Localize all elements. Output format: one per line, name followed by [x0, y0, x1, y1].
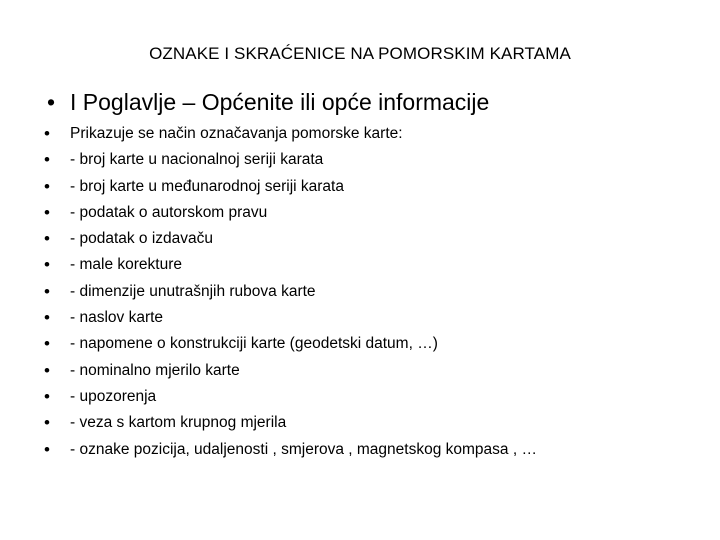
list-item-text: - broj karte u međunarodnoj seriji karata — [70, 177, 344, 195]
bullet-dot-icon: • — [44, 386, 50, 406]
list-item — [44, 331, 694, 357]
list-item — [44, 410, 694, 436]
list-item — [44, 174, 694, 200]
list-item-text: - broj karte u nacionalnoj seriji karata — [70, 151, 324, 169]
list-item-text: - podatak o izdavaču — [70, 230, 214, 248]
bullet-dot-icon: • — [47, 89, 56, 115]
list-item — [44, 252, 694, 278]
bullet-dot-icon: • — [44, 308, 50, 328]
bullet-dot-icon: • — [44, 202, 50, 222]
list-item-text: - naslov karte — [70, 309, 164, 327]
list-item — [44, 279, 694, 305]
bullet-dot-icon: • — [44, 255, 50, 275]
list-item-text: - oznake pozicija, udaljenosti , smjerova , magnetskog kompasa , … — [70, 440, 537, 458]
list-item-text: - upozorenja — [70, 387, 157, 405]
list-item-text: - podatak o autorskom pravu — [70, 203, 268, 221]
list-item-text: - napomene o konstrukciji karte (geodetski datum, …) — [70, 335, 438, 353]
bullet-dot-icon: • — [44, 124, 50, 143]
list-item-text: - veza s kartom krupnog mjerila — [70, 414, 287, 432]
bullet-dot-icon: • — [44, 439, 50, 459]
list-item-text: Prikazuje se način označavanja pomorske karte: — [70, 125, 403, 142]
list-item — [44, 384, 694, 410]
bullet-dot-icon: • — [44, 413, 50, 433]
list-item-text: - male korekture — [70, 256, 182, 274]
bullet-dot-icon: • — [44, 281, 50, 301]
bullet-dot-icon: • — [44, 229, 50, 249]
list-item — [44, 305, 694, 331]
bullet-dot-icon: • — [44, 150, 50, 170]
bullet-list — [44, 121, 694, 463]
main-bullet-text: I Poglavlje – Općenite ili opće informacije — [70, 89, 490, 115]
slide-title: OZNAKE I SKRAĆENICE NA POMORSKIM KARTAMA — [149, 44, 571, 63]
bullet-dot-icon: • — [44, 176, 50, 196]
list-item — [44, 226, 694, 252]
bullet-dot-icon: • — [44, 360, 50, 380]
list-item — [44, 200, 694, 226]
main-bullet-point — [47, 88, 489, 116]
list-item — [44, 121, 694, 147]
list-item-text: - nominalno mjerilo karte — [70, 361, 240, 379]
list-item-text: - dimenzije unutrašnjih rubova karte — [70, 282, 316, 300]
list-item — [44, 358, 694, 384]
list-item — [44, 437, 694, 463]
bullet-dot-icon: • — [44, 334, 50, 354]
list-item — [44, 147, 694, 173]
